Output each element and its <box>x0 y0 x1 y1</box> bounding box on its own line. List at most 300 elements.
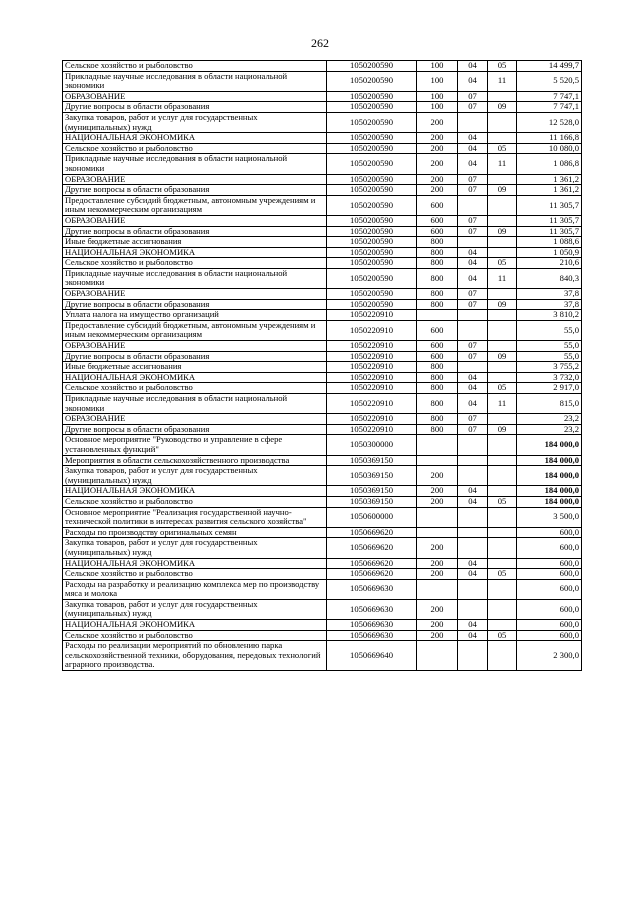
target-code-cell: 1050220910 <box>327 351 417 362</box>
expense-type-cell: 800 <box>417 372 458 383</box>
amount-cell: 3 755,2 <box>517 362 582 373</box>
section-cell: 04 <box>458 71 488 91</box>
expense-type-cell: 800 <box>417 362 458 373</box>
section-cell <box>458 507 488 527</box>
table-row <box>63 599 582 619</box>
expense-type-cell: 100 <box>417 61 458 72</box>
subsection-cell <box>488 215 517 226</box>
subsection-cell <box>488 372 517 383</box>
subsection-cell <box>488 486 517 497</box>
section-cell <box>458 538 488 558</box>
target-code-cell: 1050200590 <box>327 237 417 248</box>
subsection-cell <box>488 112 517 132</box>
target-code-cell: 1050220910 <box>327 362 417 373</box>
table-row <box>63 299 582 310</box>
expense-type-cell: 800 <box>417 258 458 269</box>
target-code-cell: 1050669630 <box>327 630 417 641</box>
row-name-cell: Сельское хозяйство и рыболовство <box>63 383 327 394</box>
amount-cell: 5 520,5 <box>517 71 582 91</box>
table-row <box>63 569 582 580</box>
amount-cell: 184 000,0 <box>517 435 582 455</box>
section-cell: 07 <box>458 185 488 196</box>
budget-table <box>62 60 582 671</box>
row-name-cell: Закупка товаров, работ и услуг для государственных (муниципальных) нужд <box>63 599 327 619</box>
subsection-cell <box>488 414 517 425</box>
row-name-cell: Прикладные научные исследования в области национальной экономики <box>63 394 327 414</box>
target-code-cell: 1050220910 <box>327 424 417 435</box>
table-row <box>63 71 582 91</box>
expense-type-cell: 600 <box>417 341 458 352</box>
expense-type-cell: 800 <box>417 237 458 248</box>
section-cell: 07 <box>458 351 488 362</box>
expense-type-cell: 200 <box>417 496 458 507</box>
row-name-cell: Прикладные научные исследования в области национальной экономики <box>63 154 327 174</box>
row-name-cell: НАЦИОНАЛЬНАЯ ЭКОНОМИКА <box>63 558 327 569</box>
subsection-cell <box>488 507 517 527</box>
subsection-cell <box>488 641 517 671</box>
section-cell: 07 <box>458 289 488 300</box>
table-row <box>63 185 582 196</box>
expense-type-cell: 600 <box>417 215 458 226</box>
expense-type-cell <box>417 455 458 466</box>
section-cell <box>458 466 488 486</box>
section-cell <box>458 527 488 538</box>
row-name-cell: Прикладные научные исследования в области национальной экономики <box>63 71 327 91</box>
amount-cell: 600,0 <box>517 620 582 631</box>
target-code-cell: 1050669620 <box>327 558 417 569</box>
subsection-cell: 11 <box>488 154 517 174</box>
expense-type-cell: 800 <box>417 268 458 288</box>
table-row <box>63 414 582 425</box>
row-name-cell: ОБРАЗОВАНИЕ <box>63 341 327 352</box>
subsection-cell <box>488 237 517 248</box>
amount-cell: 184 000,0 <box>517 486 582 497</box>
table-row <box>63 372 582 383</box>
section-cell <box>458 237 488 248</box>
row-name-cell: Другие вопросы в области образования <box>63 185 327 196</box>
expense-type-cell: 200 <box>417 538 458 558</box>
subsection-cell <box>488 466 517 486</box>
row-name-cell: Сельское хозяйство и рыболовство <box>63 496 327 507</box>
row-name-cell: Сельское хозяйство и рыболовство <box>63 630 327 641</box>
subsection-cell <box>488 579 517 599</box>
subsection-cell <box>488 91 517 102</box>
row-name-cell: Сельское хозяйство и рыболовство <box>63 258 327 269</box>
amount-cell: 11 305,7 <box>517 226 582 237</box>
table-row <box>63 154 582 174</box>
amount-cell: 600,0 <box>517 527 582 538</box>
amount-cell: 210,6 <box>517 258 582 269</box>
target-code-cell: 1050200590 <box>327 112 417 132</box>
table-row <box>63 620 582 631</box>
table-row <box>63 641 582 671</box>
expense-type-cell: 200 <box>417 133 458 144</box>
target-code-cell: 1050220910 <box>327 310 417 321</box>
table-row <box>63 143 582 154</box>
amount-cell: 7 747,1 <box>517 91 582 102</box>
table-row <box>63 466 582 486</box>
target-code-cell: 1050220910 <box>327 394 417 414</box>
table-row <box>63 538 582 558</box>
section-cell: 04 <box>458 247 488 258</box>
table-row <box>63 394 582 414</box>
target-code-cell: 1050200590 <box>327 91 417 102</box>
amount-cell: 600,0 <box>517 630 582 641</box>
amount-cell: 3 500,0 <box>517 507 582 527</box>
table-row <box>63 383 582 394</box>
target-code-cell: 1050669630 <box>327 620 417 631</box>
subsection-cell <box>488 174 517 185</box>
row-name-cell: Предоставление субсидий бюджетным, автономным учреждениям и иным некоммерческим организациям <box>63 195 327 215</box>
section-cell: 04 <box>458 486 488 497</box>
section-cell <box>458 112 488 132</box>
target-code-cell: 1050369150 <box>327 486 417 497</box>
subsection-cell: 11 <box>488 394 517 414</box>
row-name-cell: НАЦИОНАЛЬНАЯ ЭКОНОМИКА <box>63 486 327 497</box>
section-cell: 04 <box>458 496 488 507</box>
row-name-cell: НАЦИОНАЛЬНАЯ ЭКОНОМИКА <box>63 247 327 258</box>
amount-cell: 3 810,2 <box>517 310 582 321</box>
subsection-cell: 05 <box>488 496 517 507</box>
section-cell: 04 <box>458 558 488 569</box>
section-cell <box>458 599 488 619</box>
expense-type-cell: 200 <box>417 599 458 619</box>
section-cell: 07 <box>458 91 488 102</box>
subsection-cell: 05 <box>488 258 517 269</box>
section-cell <box>458 320 488 340</box>
section-cell: 07 <box>458 341 488 352</box>
expense-type-cell: 200 <box>417 174 458 185</box>
subsection-cell <box>488 455 517 466</box>
expense-type-cell: 200 <box>417 185 458 196</box>
row-name-cell: Сельское хозяйство и рыболовство <box>63 61 327 72</box>
row-name-cell: Закупка товаров, работ и услуг для государственных (муниципальных) нужд <box>63 466 327 486</box>
target-code-cell: 1050369150 <box>327 466 417 486</box>
amount-cell: 600,0 <box>517 579 582 599</box>
amount-cell: 11 305,7 <box>517 195 582 215</box>
row-name-cell: Другие вопросы в области образования <box>63 351 327 362</box>
subsection-cell <box>488 289 517 300</box>
target-code-cell: 1050200590 <box>327 289 417 300</box>
expense-type-cell: 800 <box>417 247 458 258</box>
section-cell <box>458 455 488 466</box>
amount-cell: 815,0 <box>517 394 582 414</box>
row-name-cell: Закупка товаров, работ и услуг для государственных (муниципальных) нужд <box>63 112 327 132</box>
row-name-cell: ОБРАЗОВАНИЕ <box>63 289 327 300</box>
table-row <box>63 102 582 113</box>
amount-cell: 2 300,0 <box>517 641 582 671</box>
amount-cell: 14 499,7 <box>517 61 582 72</box>
row-name-cell: НАЦИОНАЛЬНАЯ ЭКОНОМИКА <box>63 372 327 383</box>
target-code-cell: 1050669630 <box>327 579 417 599</box>
row-name-cell: Уплата налога на имущество организаций <box>63 310 327 321</box>
expense-type-cell <box>417 579 458 599</box>
expense-type-cell: 200 <box>417 486 458 497</box>
amount-cell: 12 528,0 <box>517 112 582 132</box>
target-code-cell: 1050669620 <box>327 569 417 580</box>
amount-cell: 3 732,0 <box>517 372 582 383</box>
row-name-cell: Другие вопросы в области образования <box>63 424 327 435</box>
subsection-cell: 09 <box>488 102 517 113</box>
section-cell: 07 <box>458 102 488 113</box>
row-name-cell: Другие вопросы в области образования <box>63 102 327 113</box>
table-row <box>63 496 582 507</box>
subsection-cell: 11 <box>488 71 517 91</box>
amount-cell: 37,8 <box>517 289 582 300</box>
target-code-cell: 1050200590 <box>327 258 417 269</box>
expense-type-cell: 600 <box>417 351 458 362</box>
table-row <box>63 579 582 599</box>
section-cell: 04 <box>458 394 488 414</box>
expense-type-cell: 800 <box>417 394 458 414</box>
row-name-cell: ОБРАЗОВАНИЕ <box>63 414 327 425</box>
subsection-cell <box>488 341 517 352</box>
target-code-cell: 1050300000 <box>327 435 417 455</box>
subsection-cell <box>488 538 517 558</box>
table-row <box>63 133 582 144</box>
expense-type-cell: 600 <box>417 226 458 237</box>
subsection-cell: 09 <box>488 299 517 310</box>
target-code-cell: 1050200590 <box>327 174 417 185</box>
row-name-cell: Другие вопросы в области образования <box>63 299 327 310</box>
target-code-cell: 1050200590 <box>327 195 417 215</box>
table-row <box>63 320 582 340</box>
expense-type-cell: 600 <box>417 195 458 215</box>
table-row <box>63 310 582 321</box>
table-row <box>63 435 582 455</box>
expense-type-cell: 200 <box>417 558 458 569</box>
expense-type-cell: 100 <box>417 102 458 113</box>
amount-cell: 840,3 <box>517 268 582 288</box>
table-row <box>63 630 582 641</box>
table-row <box>63 424 582 435</box>
amount-cell: 7 747,1 <box>517 102 582 113</box>
page-number: 262 <box>311 36 329 50</box>
row-name-cell: Мероприятия в области сельскохозяйственного производства <box>63 455 327 466</box>
subsection-cell: 05 <box>488 569 517 580</box>
target-code-cell: 1050669630 <box>327 599 417 619</box>
subsection-cell <box>488 527 517 538</box>
amount-cell: 600,0 <box>517 569 582 580</box>
table-row <box>63 61 582 72</box>
expense-type-cell: 100 <box>417 91 458 102</box>
section-cell <box>458 435 488 455</box>
subsection-cell: 09 <box>488 226 517 237</box>
row-name-cell: Прикладные научные исследования в области национальной экономики <box>63 268 327 288</box>
target-code-cell: 1050200590 <box>327 215 417 226</box>
amount-cell: 10 080,0 <box>517 143 582 154</box>
amount-cell: 23,2 <box>517 424 582 435</box>
expense-type-cell: 100 <box>417 71 458 91</box>
section-cell: 04 <box>458 268 488 288</box>
subsection-cell: 11 <box>488 268 517 288</box>
table-row <box>63 258 582 269</box>
target-code-cell: 1050669640 <box>327 641 417 671</box>
row-name-cell: Иные бюджетные ассигнования <box>63 237 327 248</box>
amount-cell: 55,0 <box>517 320 582 340</box>
expense-type-cell <box>417 435 458 455</box>
expense-type-cell: 200 <box>417 154 458 174</box>
amount-cell: 600,0 <box>517 599 582 619</box>
section-cell: 04 <box>458 630 488 641</box>
table-row <box>63 362 582 373</box>
section-cell: 07 <box>458 174 488 185</box>
section-cell: 07 <box>458 215 488 226</box>
subsection-cell: 05 <box>488 61 517 72</box>
table-row <box>63 237 582 248</box>
table-row <box>63 558 582 569</box>
table-row <box>63 289 582 300</box>
amount-cell: 600,0 <box>517 558 582 569</box>
target-code-cell: 1050200590 <box>327 268 417 288</box>
table-row <box>63 91 582 102</box>
amount-cell: 11 305,7 <box>517 215 582 226</box>
row-name-cell: Расходы по реализации мероприятий по обновлению парка сельскохозяйственной техники, оборудования, передовых технологий аграрного производства. <box>63 641 327 671</box>
expense-type-cell: 800 <box>417 414 458 425</box>
section-cell <box>458 195 488 215</box>
table-row <box>63 215 582 226</box>
amount-cell: 184 000,0 <box>517 455 582 466</box>
amount-cell: 55,0 <box>517 351 582 362</box>
expense-type-cell: 200 <box>417 466 458 486</box>
row-name-cell: Расходы на разработку и реализацию комплекса мер по производству мяса и молока <box>63 579 327 599</box>
section-cell: 04 <box>458 372 488 383</box>
expense-type-cell: 800 <box>417 299 458 310</box>
section-cell <box>458 579 488 599</box>
subsection-cell <box>488 195 517 215</box>
row-name-cell: НАЦИОНАЛЬНАЯ ЭКОНОМИКА <box>63 620 327 631</box>
table-row <box>63 341 582 352</box>
target-code-cell: 1050220910 <box>327 341 417 352</box>
section-cell: 07 <box>458 414 488 425</box>
subsection-cell: 09 <box>488 351 517 362</box>
target-code-cell: 1050200590 <box>327 102 417 113</box>
row-name-cell: Расходы по производству оригинальных семян <box>63 527 327 538</box>
amount-cell: 184 000,0 <box>517 496 582 507</box>
subsection-cell: 09 <box>488 424 517 435</box>
section-cell: 04 <box>458 569 488 580</box>
section-cell: 04 <box>458 620 488 631</box>
row-name-cell: Закупка товаров, работ и услуг для государственных (муниципальных) нужд <box>63 538 327 558</box>
budget-table-body <box>63 61 582 671</box>
subsection-cell: 05 <box>488 630 517 641</box>
amount-cell: 1 088,6 <box>517 237 582 248</box>
row-name-cell: Иные бюджетные ассигнования <box>63 362 327 373</box>
target-code-cell: 1050220910 <box>327 372 417 383</box>
subsection-cell <box>488 362 517 373</box>
target-code-cell: 1050369150 <box>327 455 417 466</box>
subsection-cell <box>488 133 517 144</box>
amount-cell: 11 166,8 <box>517 133 582 144</box>
row-name-cell: Основное мероприятие "Руководство и управление в сфере установленных функций" <box>63 435 327 455</box>
section-cell: 04 <box>458 383 488 394</box>
target-code-cell: 1050369150 <box>327 496 417 507</box>
target-code-cell: 1050220910 <box>327 383 417 394</box>
target-code-cell: 1050200590 <box>327 71 417 91</box>
target-code-cell: 1050200590 <box>327 247 417 258</box>
table-row <box>63 112 582 132</box>
subsection-cell <box>488 435 517 455</box>
table-row <box>63 527 582 538</box>
target-code-cell: 1050220910 <box>327 414 417 425</box>
expense-type-cell: 200 <box>417 143 458 154</box>
subsection-cell: 05 <box>488 383 517 394</box>
expense-type-cell <box>417 310 458 321</box>
expense-type-cell <box>417 527 458 538</box>
expense-type-cell: 800 <box>417 424 458 435</box>
table-row <box>63 195 582 215</box>
section-cell: 04 <box>458 154 488 174</box>
amount-cell: 1 361,2 <box>517 185 582 196</box>
table-row <box>63 455 582 466</box>
target-code-cell: 1050669620 <box>327 538 417 558</box>
row-name-cell: Сельское хозяйство и рыболовство <box>63 143 327 154</box>
subsection-cell: 09 <box>488 185 517 196</box>
section-cell: 07 <box>458 226 488 237</box>
expense-type-cell: 800 <box>417 383 458 394</box>
expense-type-cell: 800 <box>417 289 458 300</box>
table-row <box>63 247 582 258</box>
target-code-cell: 1050200590 <box>327 143 417 154</box>
target-code-cell: 1050200590 <box>327 226 417 237</box>
target-code-cell: 1050200590 <box>327 61 417 72</box>
target-code-cell: 1050200590 <box>327 299 417 310</box>
expense-type-cell: 200 <box>417 569 458 580</box>
section-cell: 07 <box>458 299 488 310</box>
table-row <box>63 486 582 497</box>
row-name-cell: ОБРАЗОВАНИЕ <box>63 215 327 226</box>
section-cell: 04 <box>458 133 488 144</box>
expense-type-cell <box>417 507 458 527</box>
section-cell <box>458 641 488 671</box>
table-row <box>63 351 582 362</box>
expense-type-cell: 200 <box>417 112 458 132</box>
row-name-cell: ОБРАЗОВАНИЕ <box>63 174 327 185</box>
table-row <box>63 174 582 185</box>
amount-cell: 1 050,9 <box>517 247 582 258</box>
section-cell <box>458 362 488 373</box>
amount-cell: 2 917,0 <box>517 383 582 394</box>
subsection-cell <box>488 310 517 321</box>
subsection-cell <box>488 247 517 258</box>
target-code-cell: 1050200590 <box>327 185 417 196</box>
amount-cell: 600,0 <box>517 538 582 558</box>
section-cell: 04 <box>458 143 488 154</box>
row-name-cell: Предоставление субсидий бюджетным, автономным учреждениям и иным некоммерческим организациям <box>63 320 327 340</box>
subsection-cell <box>488 599 517 619</box>
row-name-cell: Другие вопросы в области образования <box>63 226 327 237</box>
section-cell: 04 <box>458 61 488 72</box>
expense-type-cell: 200 <box>417 630 458 641</box>
row-name-cell: Сельское хозяйство и рыболовство <box>63 569 327 580</box>
target-code-cell: 1050220910 <box>327 320 417 340</box>
target-code-cell: 1050200590 <box>327 133 417 144</box>
section-cell: 04 <box>458 258 488 269</box>
amount-cell: 55,0 <box>517 341 582 352</box>
table-row <box>63 268 582 288</box>
subsection-cell <box>488 620 517 631</box>
expense-type-cell <box>417 641 458 671</box>
amount-cell: 37,8 <box>517 299 582 310</box>
table-row <box>63 226 582 237</box>
subsection-cell <box>488 558 517 569</box>
row-name-cell: Основное мероприятие "Реализация государственной научно-технической политики в интересах развития сельского хозяйства" <box>63 507 327 527</box>
row-name-cell: ОБРАЗОВАНИЕ <box>63 91 327 102</box>
table-row <box>63 507 582 527</box>
amount-cell: 1 086,8 <box>517 154 582 174</box>
section-cell <box>458 310 488 321</box>
target-code-cell: 1050200590 <box>327 154 417 174</box>
